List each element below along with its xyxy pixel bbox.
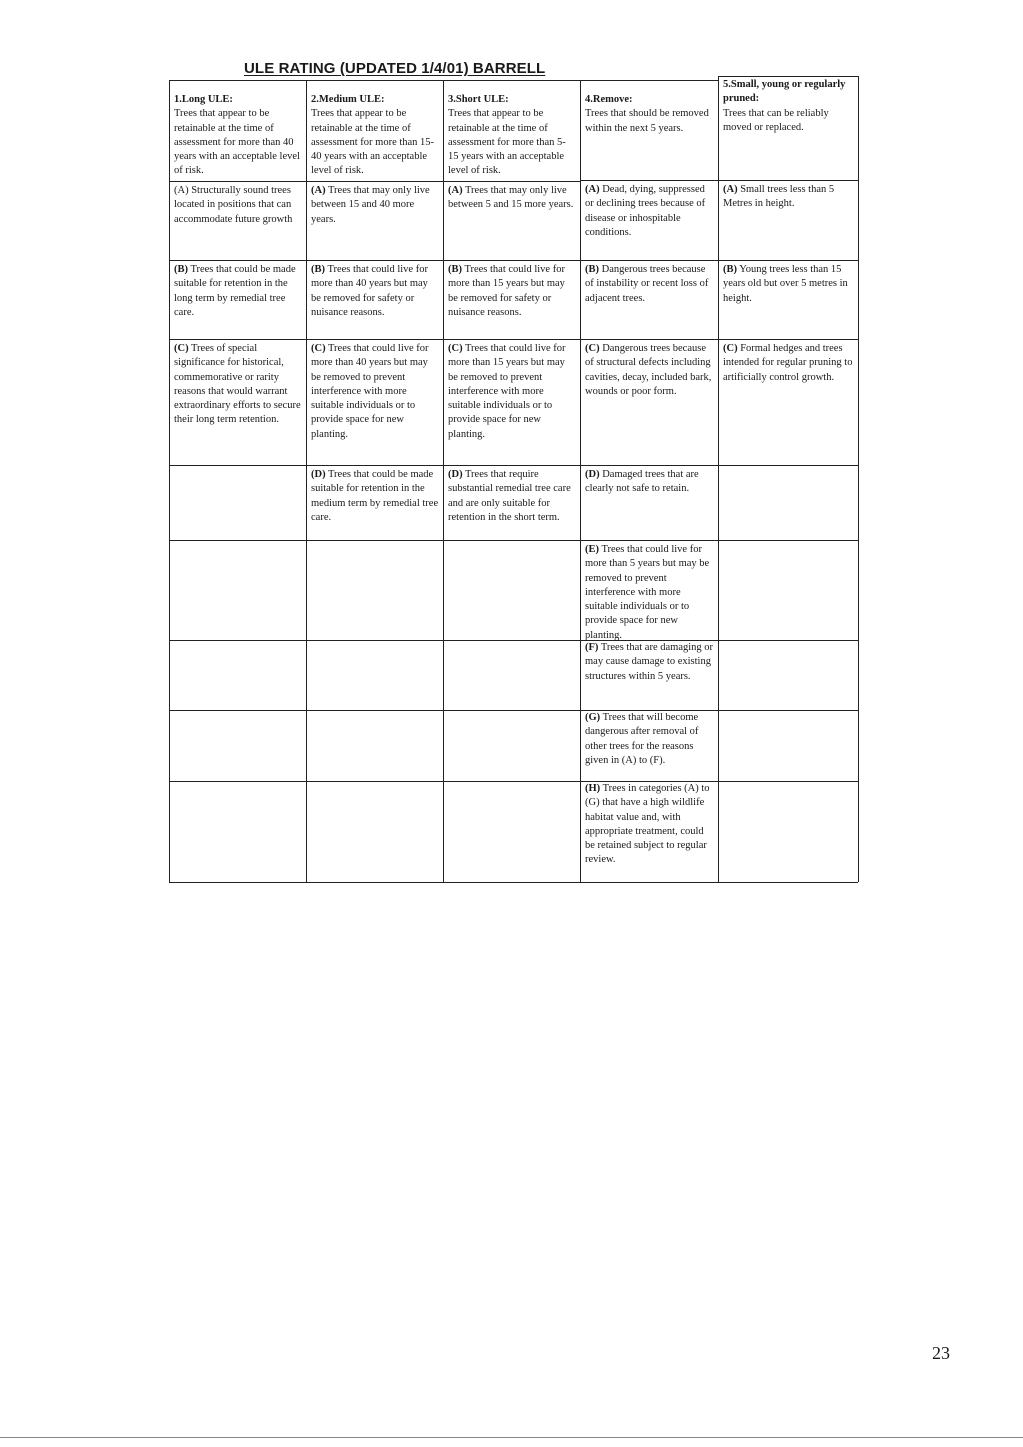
item-text: Trees that may only live between 5 and 15 more years. (448, 185, 574, 211)
item-label: (B) (723, 264, 737, 275)
item-label: (C) (585, 343, 600, 354)
col3-item-a (443, 181, 580, 213)
item-label: (A) (311, 185, 326, 196)
item-label: (C) (448, 343, 463, 354)
col2-item-b (306, 260, 443, 320)
item-text: Dead, dying, suppressed or declining trees because of disease or inhospitable conditions. (585, 184, 706, 238)
item-label: (A) (174, 185, 189, 196)
item-text: Trees that could live for more than 40 years but may be removed to prevent interference with more suitable individuals or to provide space for new planting. (311, 343, 429, 440)
col4-item-d (580, 465, 718, 497)
col3-header: 3.Short ULE: (448, 94, 509, 105)
table-rule (169, 882, 858, 883)
item-label: (A) (448, 185, 463, 196)
col4-item-a (580, 180, 718, 240)
col2-description: Trees that appear to be retainable at the time of assessment for more than 15-40 years with an acceptable level of risk. (311, 108, 435, 177)
item-text: Structurally sound trees located in positions that can accommodate future growth (174, 185, 293, 225)
item-label: (A) (723, 184, 738, 195)
item-label: (G) (585, 712, 601, 723)
item-text: Trees that could live for more than 40 years but may be removed for safety or nuisance reasons. (311, 264, 428, 318)
col2-header-cell (306, 80, 443, 179)
item-label: (B) (311, 264, 325, 275)
table-rule (169, 781, 858, 782)
item-text: Trees that could be made suitable for retention in the medium term by remedial tree care. (311, 469, 439, 523)
item-text: Trees in categories (A) to (G) that have a high wildlife habitat value and, with appropriate treatment, could be retained subject to regular review. (585, 783, 710, 866)
col5-item-a (718, 180, 858, 212)
col3-item-d (443, 465, 580, 525)
item-text: Trees that require substantial remedial tree care and are only suitable for retention in the short term. (448, 469, 571, 523)
col3-header-cell (443, 80, 580, 179)
col3-description: Trees that appear to be retainable at the time of assessment for more than 5-15 years with an acceptable level of risk. (448, 108, 566, 177)
item-text: Formal hedges and trees intended for regular pruning to artificially control growth. (723, 343, 853, 383)
col4-item-b (580, 260, 718, 306)
col5-header: 5.Small, young or regularly pruned: (723, 79, 846, 105)
table-rule (169, 710, 858, 711)
page-number: 23 (932, 1343, 950, 1363)
col5-header-cell (718, 76, 858, 135)
item-text: Trees that could live for more than 15 years but may be removed for safety or nuisance reasons. (448, 264, 565, 318)
item-text: Trees that could be made suitable for retention in the long term by remedial tree care. (174, 264, 296, 318)
item-label: (C) (174, 343, 189, 354)
table-rule (858, 76, 859, 882)
col5-item-b (718, 260, 858, 306)
col2-header: 2.Medium ULE: (311, 94, 385, 105)
col4-item-c (580, 339, 718, 399)
page-title: ULE RATING (UPDATED 1/4/01) BARRELL (244, 60, 546, 77)
item-text: Trees that could live for more than 5 years but may be removed to prevent interference with more suitable individuals or to provide space for new planting. (585, 544, 710, 641)
item-label: (B) (174, 264, 188, 275)
item-text: Young trees less than 15 years old but over 5 metres in height. (723, 264, 848, 304)
item-text: Dangerous trees because of instability or recent loss of adjacent trees. (585, 264, 709, 304)
col4-header-cell (580, 80, 718, 136)
col1-item-b (169, 260, 306, 320)
col3-item-b (443, 260, 580, 320)
item-label: (C) (311, 343, 326, 354)
col4-item-g (580, 710, 718, 768)
item-text: Trees that could live for more than 15 years but may be removed to prevent interference with more suitable individuals or to provide space for new planting. (448, 343, 566, 440)
item-label: (B) (448, 264, 462, 275)
item-label: (A) (585, 184, 600, 195)
col1-header-cell (169, 80, 306, 179)
col1-description: Trees that appear to be retainable at the time of assessment for more than 40 years with an acceptable level of risk. (174, 108, 300, 177)
page-bottom-rule (0, 1437, 1023, 1438)
col4-header: 4.Remove: (585, 94, 633, 105)
item-label: (E) (585, 544, 599, 555)
item-text: Damaged trees that are clearly not safe to retain. (585, 469, 699, 495)
col2-item-a (306, 181, 443, 227)
table-rule (169, 540, 858, 541)
col4-item-h (580, 781, 718, 868)
col4-item-f (580, 640, 718, 684)
col1-item-c (169, 339, 306, 428)
item-label: (F) (585, 642, 599, 653)
col4-item-e (580, 540, 718, 643)
item-text: Small trees less than 5 Metres in height. (723, 184, 835, 210)
col5-item-c (718, 339, 858, 385)
item-text: Dangerous trees because of structural defects including cavities, decay, included bark, wounds or poor form. (585, 343, 712, 397)
item-label: (D) (448, 469, 463, 480)
col2-item-d (306, 465, 443, 525)
item-label: (B) (585, 264, 599, 275)
item-text: Trees that are damaging or may cause damage to existing structures within 5 years. (585, 642, 714, 682)
col4-description: Trees that should be removed within the next 5 years. (585, 108, 709, 134)
item-text: Trees of special significance for historical, commemorative or rarity reasons that would warrant extraordinary efforts to secure their long term retention. (174, 343, 301, 426)
table-rule (169, 640, 858, 641)
col1-item-a (169, 181, 306, 227)
item-label: (D) (311, 469, 326, 480)
col2-item-c (306, 339, 443, 442)
col3-item-c (443, 339, 580, 442)
item-label: (H) (585, 783, 601, 794)
col5-description: Trees that can be reliably moved or replaced. (723, 107, 829, 133)
item-label: (C) (723, 343, 738, 354)
item-text: Trees that will become dangerous after removal of other trees for the reasons given in (A) to (F). (585, 712, 699, 766)
item-label: (D) (585, 469, 600, 480)
col1-header: 1.Long ULE: (174, 94, 233, 105)
item-text: Trees that may only live between 15 and 40 more years. (311, 185, 430, 225)
